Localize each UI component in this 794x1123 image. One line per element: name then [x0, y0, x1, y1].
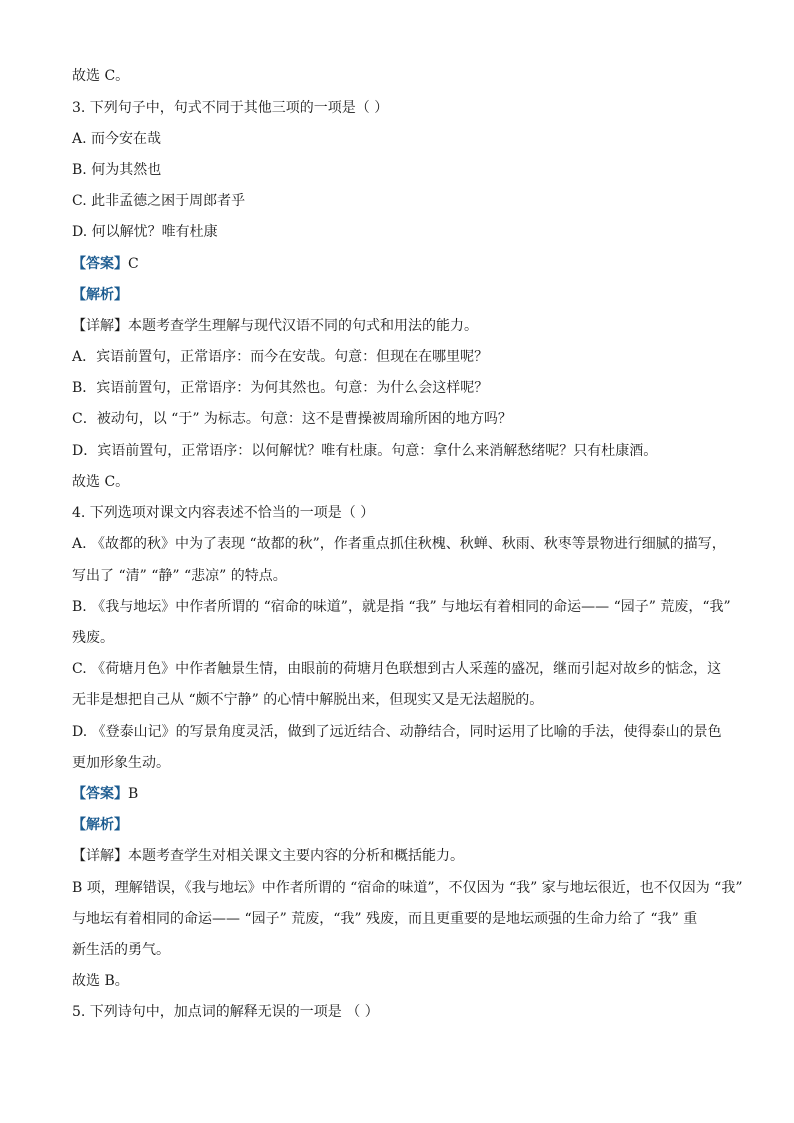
- question-5-stem: 5. 下列诗句中，加点词的解释无误的一项是 （ ）: [72, 1004, 379, 1020]
- text-line: 【详解】本题考查学生对相关课文主要内容的分析和概括能力。: [72, 848, 464, 864]
- analysis-tag: 【解析】: [72, 287, 128, 303]
- question-4-option-b: B. 《我与地坛》中作者所谓的 “宿命的味道”，就是指 “我” 与地坛有着相同的命运—— “园子” 荒废，“我”: [72, 599, 731, 615]
- text-line: 故选 B。: [72, 973, 129, 989]
- question-4-option-c: C. 《荷塘月色》中作者触景生情，由眼前的荷塘月色联想到古人采莲的盛况，继而引起对故乡的惦念，这: [72, 661, 722, 677]
- answer-tag: 【答案】: [72, 786, 128, 802]
- text-line: 更加形象生动。: [72, 755, 170, 771]
- question-3-option-d: D. 何以解忧？唯有杜康: [72, 224, 218, 240]
- analysis-tag: 【解析】: [72, 817, 128, 833]
- text-line: 无非是想把自己从 “颇不宁静” 的心情中解脱出来，但现实又是无法超脱的。: [72, 692, 544, 708]
- text-line: D．宾语前置句，正常语序：以何解忧？唯有杜康。句意：拿什么来消解愁绪呢？只有杜康酒。: [72, 443, 658, 459]
- text-line: 新生活的勇气。: [72, 942, 170, 958]
- question-4-option-a: A. 《故都的秋》中为了表现 “故都的秋”，作者重点抓住秋槐、秋蝉、秋雨、秋枣等景物进行细腻的描写，: [72, 536, 726, 552]
- question-3-option-c: C. 此非孟德之困于周郎者乎: [72, 193, 246, 209]
- text-line: 写出了 “清” “静” “悲凉” 的特点。: [72, 568, 287, 584]
- answer-value: B: [128, 786, 139, 802]
- question-3-option-a: A. 而今安在哉: [72, 131, 162, 147]
- text-line: B．宾语前置句，正常语序：为何其然也。句意：为什么会这样呢？: [72, 380, 489, 396]
- text-line: 与地坛有着相同的命运—— “园子” 荒废，“我” 残废，而且更重要的是地坛顽强的生命力给了 “我” 重: [72, 911, 698, 927]
- text-line: 残废。: [72, 630, 114, 646]
- text-line: 故选 C。: [72, 474, 130, 490]
- analysis-row: [72, 815, 734, 835]
- answer-tag: 【答案】: [72, 256, 128, 272]
- text-line: 故选 C。: [72, 68, 130, 84]
- question-4-stem: 4. 下列选项对课文内容表述不恰当的一项是（ ）: [72, 505, 375, 521]
- answer-row: [72, 254, 734, 274]
- text-line: A．宾语前置句，正常语序：而今在安哉。句意：但现在在哪里呢？: [72, 349, 489, 365]
- question-3-stem: 3. 下列句子中，句式不同于其他三项的一项是（ ）: [72, 100, 389, 116]
- text-line: B 项，理解错误，《我与地坛》中作者所谓的 “宿命的味道”，不仅因为 “我” 家与地坛很近，也不仅因为 “我”: [72, 880, 743, 896]
- question-3-option-b: B. 何为其然也: [72, 162, 162, 178]
- text-line: C．被动句，以 “于” 为标志。句意：这不是曹操被周瑜所困的地方吗？: [72, 411, 512, 427]
- answer-value: C: [128, 256, 139, 272]
- answer-row: [72, 784, 734, 804]
- analysis-row: [72, 285, 734, 305]
- question-4-option-d: D. 《登泰山记》的写景角度灵活，做到了远近结合、动静结合，同时运用了比喻的手法，使得泰山的景色: [72, 724, 722, 740]
- text-line: 【详解】本题考查学生理解与现代汉语不同的句式和用法的能力。: [72, 318, 478, 334]
